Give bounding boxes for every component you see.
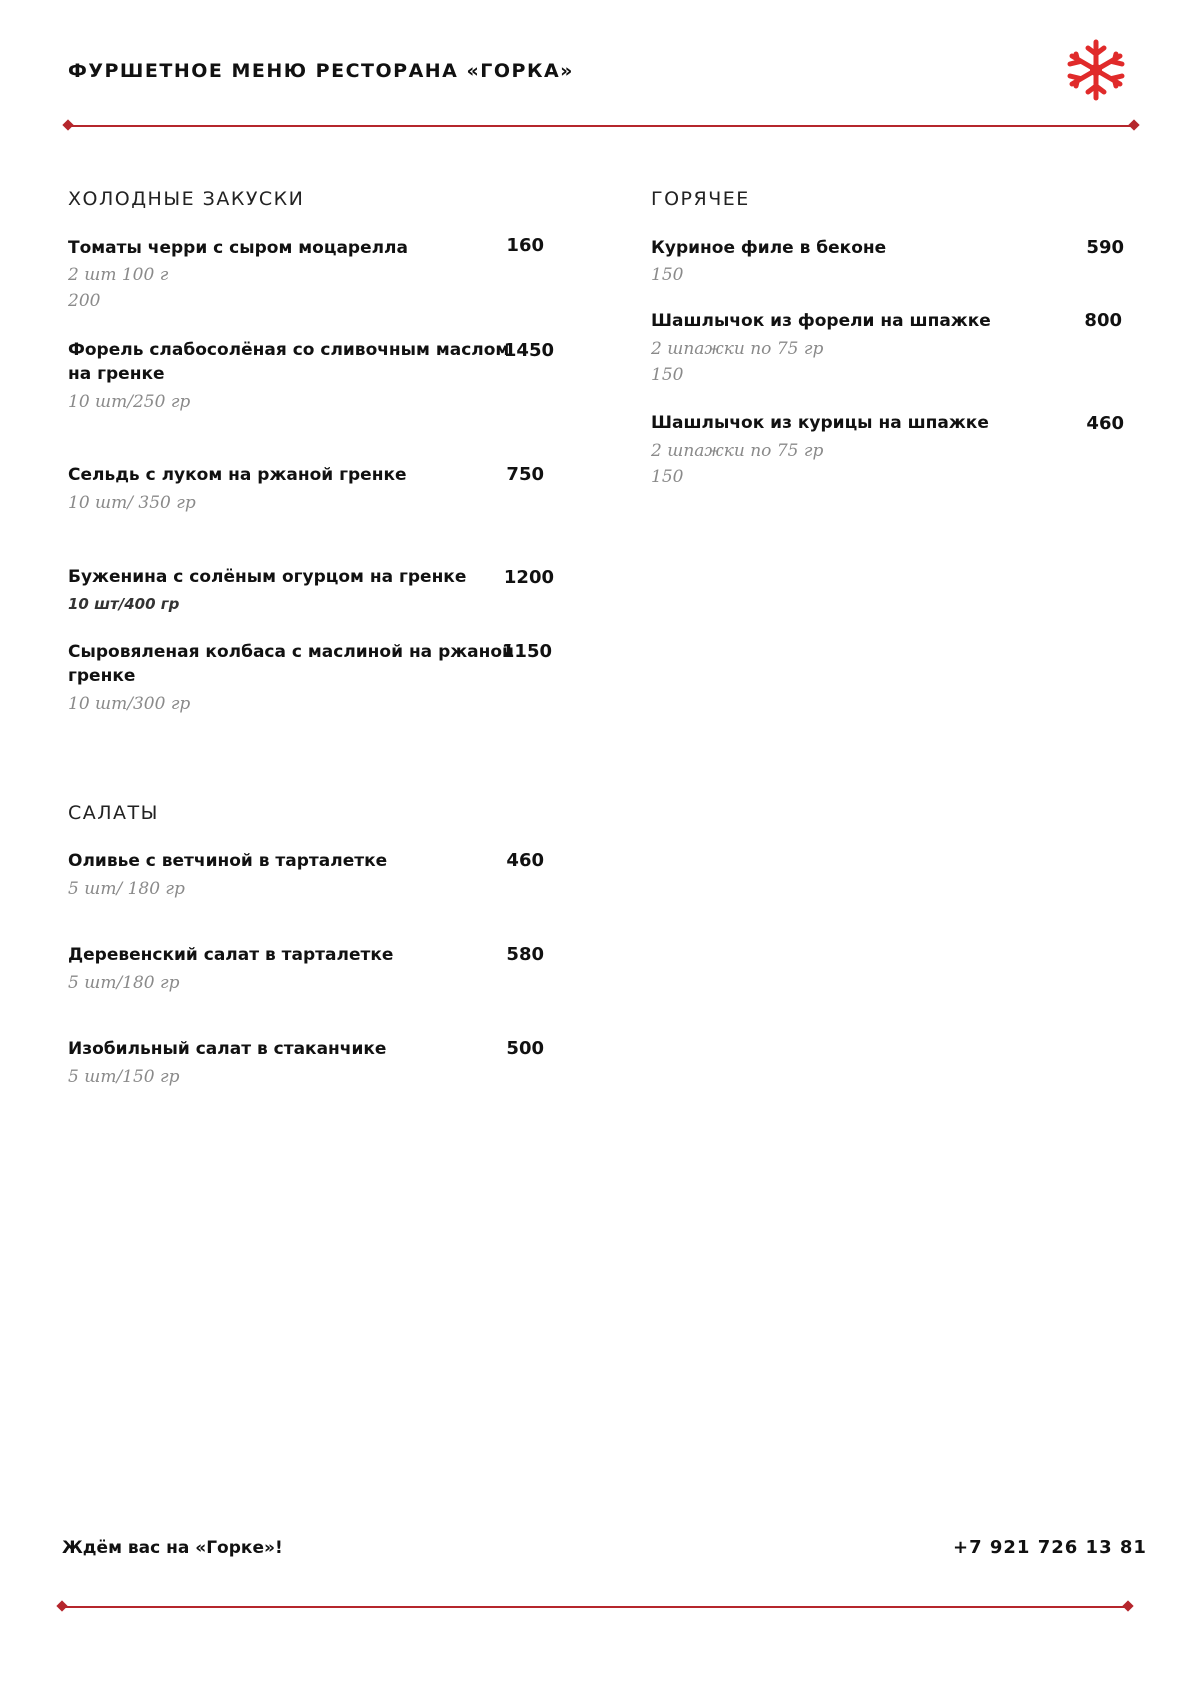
menu-item-portion: 5 шт/180 гр bbox=[68, 973, 180, 993]
menu-item-name: Буженина с солёным огурцом на гренке bbox=[68, 567, 467, 587]
menu-item-name: Шашлычок из курицы на шпажке bbox=[651, 413, 989, 433]
section-heading-cold: ХОЛОДНЫЕ ЗАКУСКИ bbox=[68, 188, 305, 210]
menu-item-price: 800 bbox=[1084, 310, 1122, 331]
menu-item-weight: 200 bbox=[68, 291, 101, 311]
menu-item-name-continued: гренке bbox=[68, 666, 136, 686]
menu-item-portion: 10 шт/250 гр bbox=[68, 392, 191, 412]
footer-slogan: Ждём вас на «Горке»! bbox=[62, 1538, 283, 1558]
menu-item-price: 1450 bbox=[503, 340, 554, 361]
menu-item-name: Томаты черри с сыром моцарелла bbox=[68, 238, 408, 258]
section-heading-hot: ГОРЯЧЕЕ bbox=[651, 188, 750, 210]
menu-item-price: 750 bbox=[506, 464, 544, 485]
menu-item-weight: 150 bbox=[651, 365, 684, 385]
menu-item-price: 1200 bbox=[503, 567, 554, 588]
menu-item-portion: 2 шпажки по 75 гр bbox=[651, 441, 824, 461]
menu-item-name: Шашлычок из форели на шпажке bbox=[651, 311, 991, 331]
menu-item-name: Изобильный салат в стаканчике bbox=[68, 1039, 387, 1059]
menu-item-portion: 10 шт/300 гр bbox=[68, 694, 191, 714]
menu-item-weight: 150 bbox=[651, 265, 684, 285]
menu-item-price: 580 bbox=[506, 944, 544, 965]
menu-item-portion: 10 шт/ 350 гр bbox=[68, 493, 196, 513]
snowflake-logo-icon bbox=[1062, 36, 1130, 104]
menu-item-name: Куриное филе в беконе bbox=[651, 238, 887, 258]
menu-item-portion: 2 шт 100 г bbox=[68, 265, 169, 285]
menu-item-name: Сельдь с луком на ржаной гренке bbox=[68, 465, 407, 485]
footer-phone: +7 921 726 13 81 bbox=[953, 1537, 1147, 1558]
menu-item-name: Деревенский салат в тарталетке bbox=[68, 945, 394, 965]
menu-item-portion: 5 шт/150 гр bbox=[68, 1067, 180, 1087]
menu-item-name-continued: на гренке bbox=[68, 364, 165, 384]
menu-item-price: 590 bbox=[1086, 237, 1124, 258]
footer-divider bbox=[62, 1606, 1128, 1608]
menu-item-name: Оливье с ветчиной в тарталетке bbox=[68, 851, 388, 871]
menu-item-name: Форель слабосолёная со сливочным маслом bbox=[68, 340, 510, 360]
menu-item-price: 160 bbox=[506, 235, 544, 256]
menu-item-portion: 10 шт/400 гр bbox=[68, 595, 180, 613]
menu-item-name: Сыровяленая колбаса с маслиной на ржаной bbox=[68, 642, 514, 662]
section-heading-salads: САЛАТЫ bbox=[68, 802, 159, 824]
menu-item-price: 460 bbox=[1086, 413, 1124, 434]
menu-item-portion: 2 шпажки по 75 гр bbox=[651, 339, 824, 359]
menu-item-price: 460 bbox=[506, 850, 544, 871]
menu-item-weight: 150 bbox=[651, 467, 684, 487]
header-divider bbox=[68, 125, 1134, 127]
menu-item-price: 500 bbox=[506, 1038, 544, 1059]
menu-item-price: 1150 bbox=[501, 641, 552, 662]
page-title: ФУРШЕТНОЕ МЕНЮ РЕСТОРАНА «ГОРКА» bbox=[68, 60, 574, 82]
menu-item-portion: 5 шт/ 180 гр bbox=[68, 879, 185, 899]
